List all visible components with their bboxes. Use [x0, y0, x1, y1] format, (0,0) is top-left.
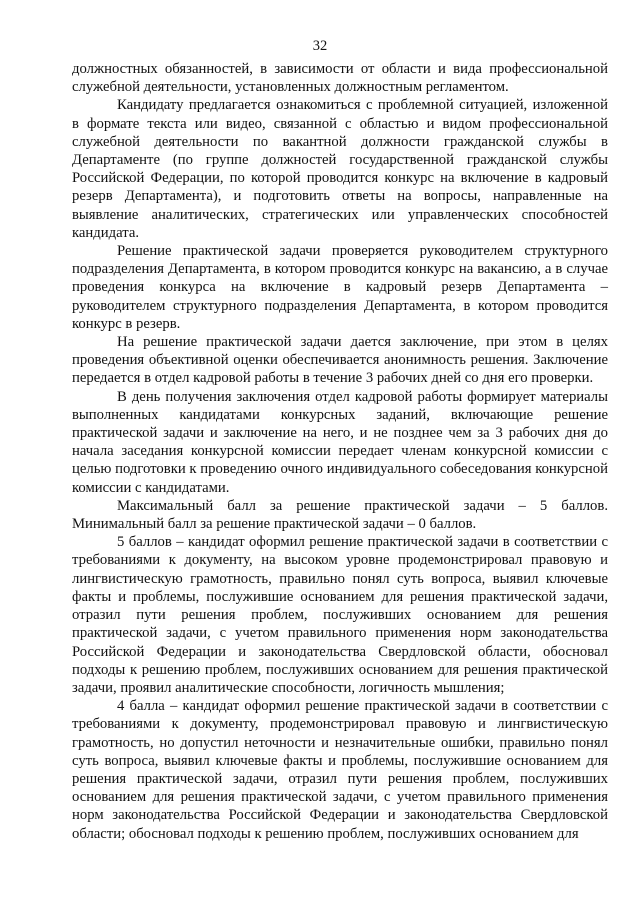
paragraph-conclusion: На решение практической задачи дается заключение, при этом в целях проведения объективной оценки обеспечивается анонимность решения. Заключение передается в отдел кадровой работы в течение 3 рабочих дней со дня его проверки.: [72, 334, 608, 387]
page-number: 32: [312, 38, 328, 54]
paragraph-continuation: должностных обязанностей, в зависимости от области и вида профессиональной служебной деятельности, установленных должностным регламентом.: [72, 61, 608, 96]
paragraph-score-5: 5 баллов – кандидат оформил решение практической задачи в соответствии с требованиями к документу, на высоком уровне продемонстрировал правовую и лингвистическую грамотность, правильно понял суть вопроса, выявил ключевые факты и проблемы, послужившие основанием для решения практической задачи, отразил пути решения проблем, послуживших основанием для решения практической задачи, с учетом правильного применения норм законодательства Российской Федерации и законодательства Свердловской области, обосновал подходы к решению проблем, послуживших основанием для решения практической задачи, проявил аналитические способности, логичность мышления;: [72, 534, 608, 696]
paragraph-problem-situation: Кандидату предлагается ознакомиться с проблемной ситуацией, изложенной в формате текста или видео, связанной с областью и видом профессиональной служебной деятельности по вакантной должности гражданской службы в Департаменте (по группе должностей государственной гражданской службы Российской Федерации, по которой проводится конкурс на включение в кадровый резерв Департамента), и подготовить ответы на вопросы, направленные на выявление аналитических, стратегических или управленческих способностей кандидата.: [72, 97, 608, 241]
body-text: [72, 60, 608, 843]
paragraph-score-4: 4 балла – кандидат оформил решение практической задачи в соответствии с требованиями к документу, продемонстрировал правовую и лингвистическую грамотность, но допустил неточности и незначительные ошибки, правильно понял суть вопроса, выявил ключевые факты и проблемы, послужившие основанием для решения практической задачи, отразил пути решения проблем, послуживших основанием для решения практической задачи, с учетом правильного применения норм законодательства Российской Федерации и законодательства Свердловской области; обосновал подходы к решению проблем, послуживших основанием для: [72, 698, 608, 842]
paragraph-materials: В день получения заключения отдел кадровой работы формирует материалы выполненных кандидатами конкурсных заданий, включающие решение практической задачи и заключение на него, и не позднее чем за 3 рабочих дня до начала заседания конкурсной комиссии передает членам конкурсной комиссии с целью подготовки к проведению очного индивидуального собеседования конкурсной комиссии с кандидатами.: [72, 388, 608, 496]
paragraph-score-range: Максимальный балл за решение практической задачи – 5 баллов. Минимальный балл за решение практической задачи – 0 баллов.: [72, 497, 608, 533]
paragraph-verification: Решение практической задачи проверяется руководителем структурного подразделения Департамента, в котором проводится конкурс на вакансию, а в случае проведения конкурса на включение в кадровый резерв Департамента – руководителем структурного подразделения Департамента, в котором проводится конкурс в резерв.: [72, 243, 608, 332]
